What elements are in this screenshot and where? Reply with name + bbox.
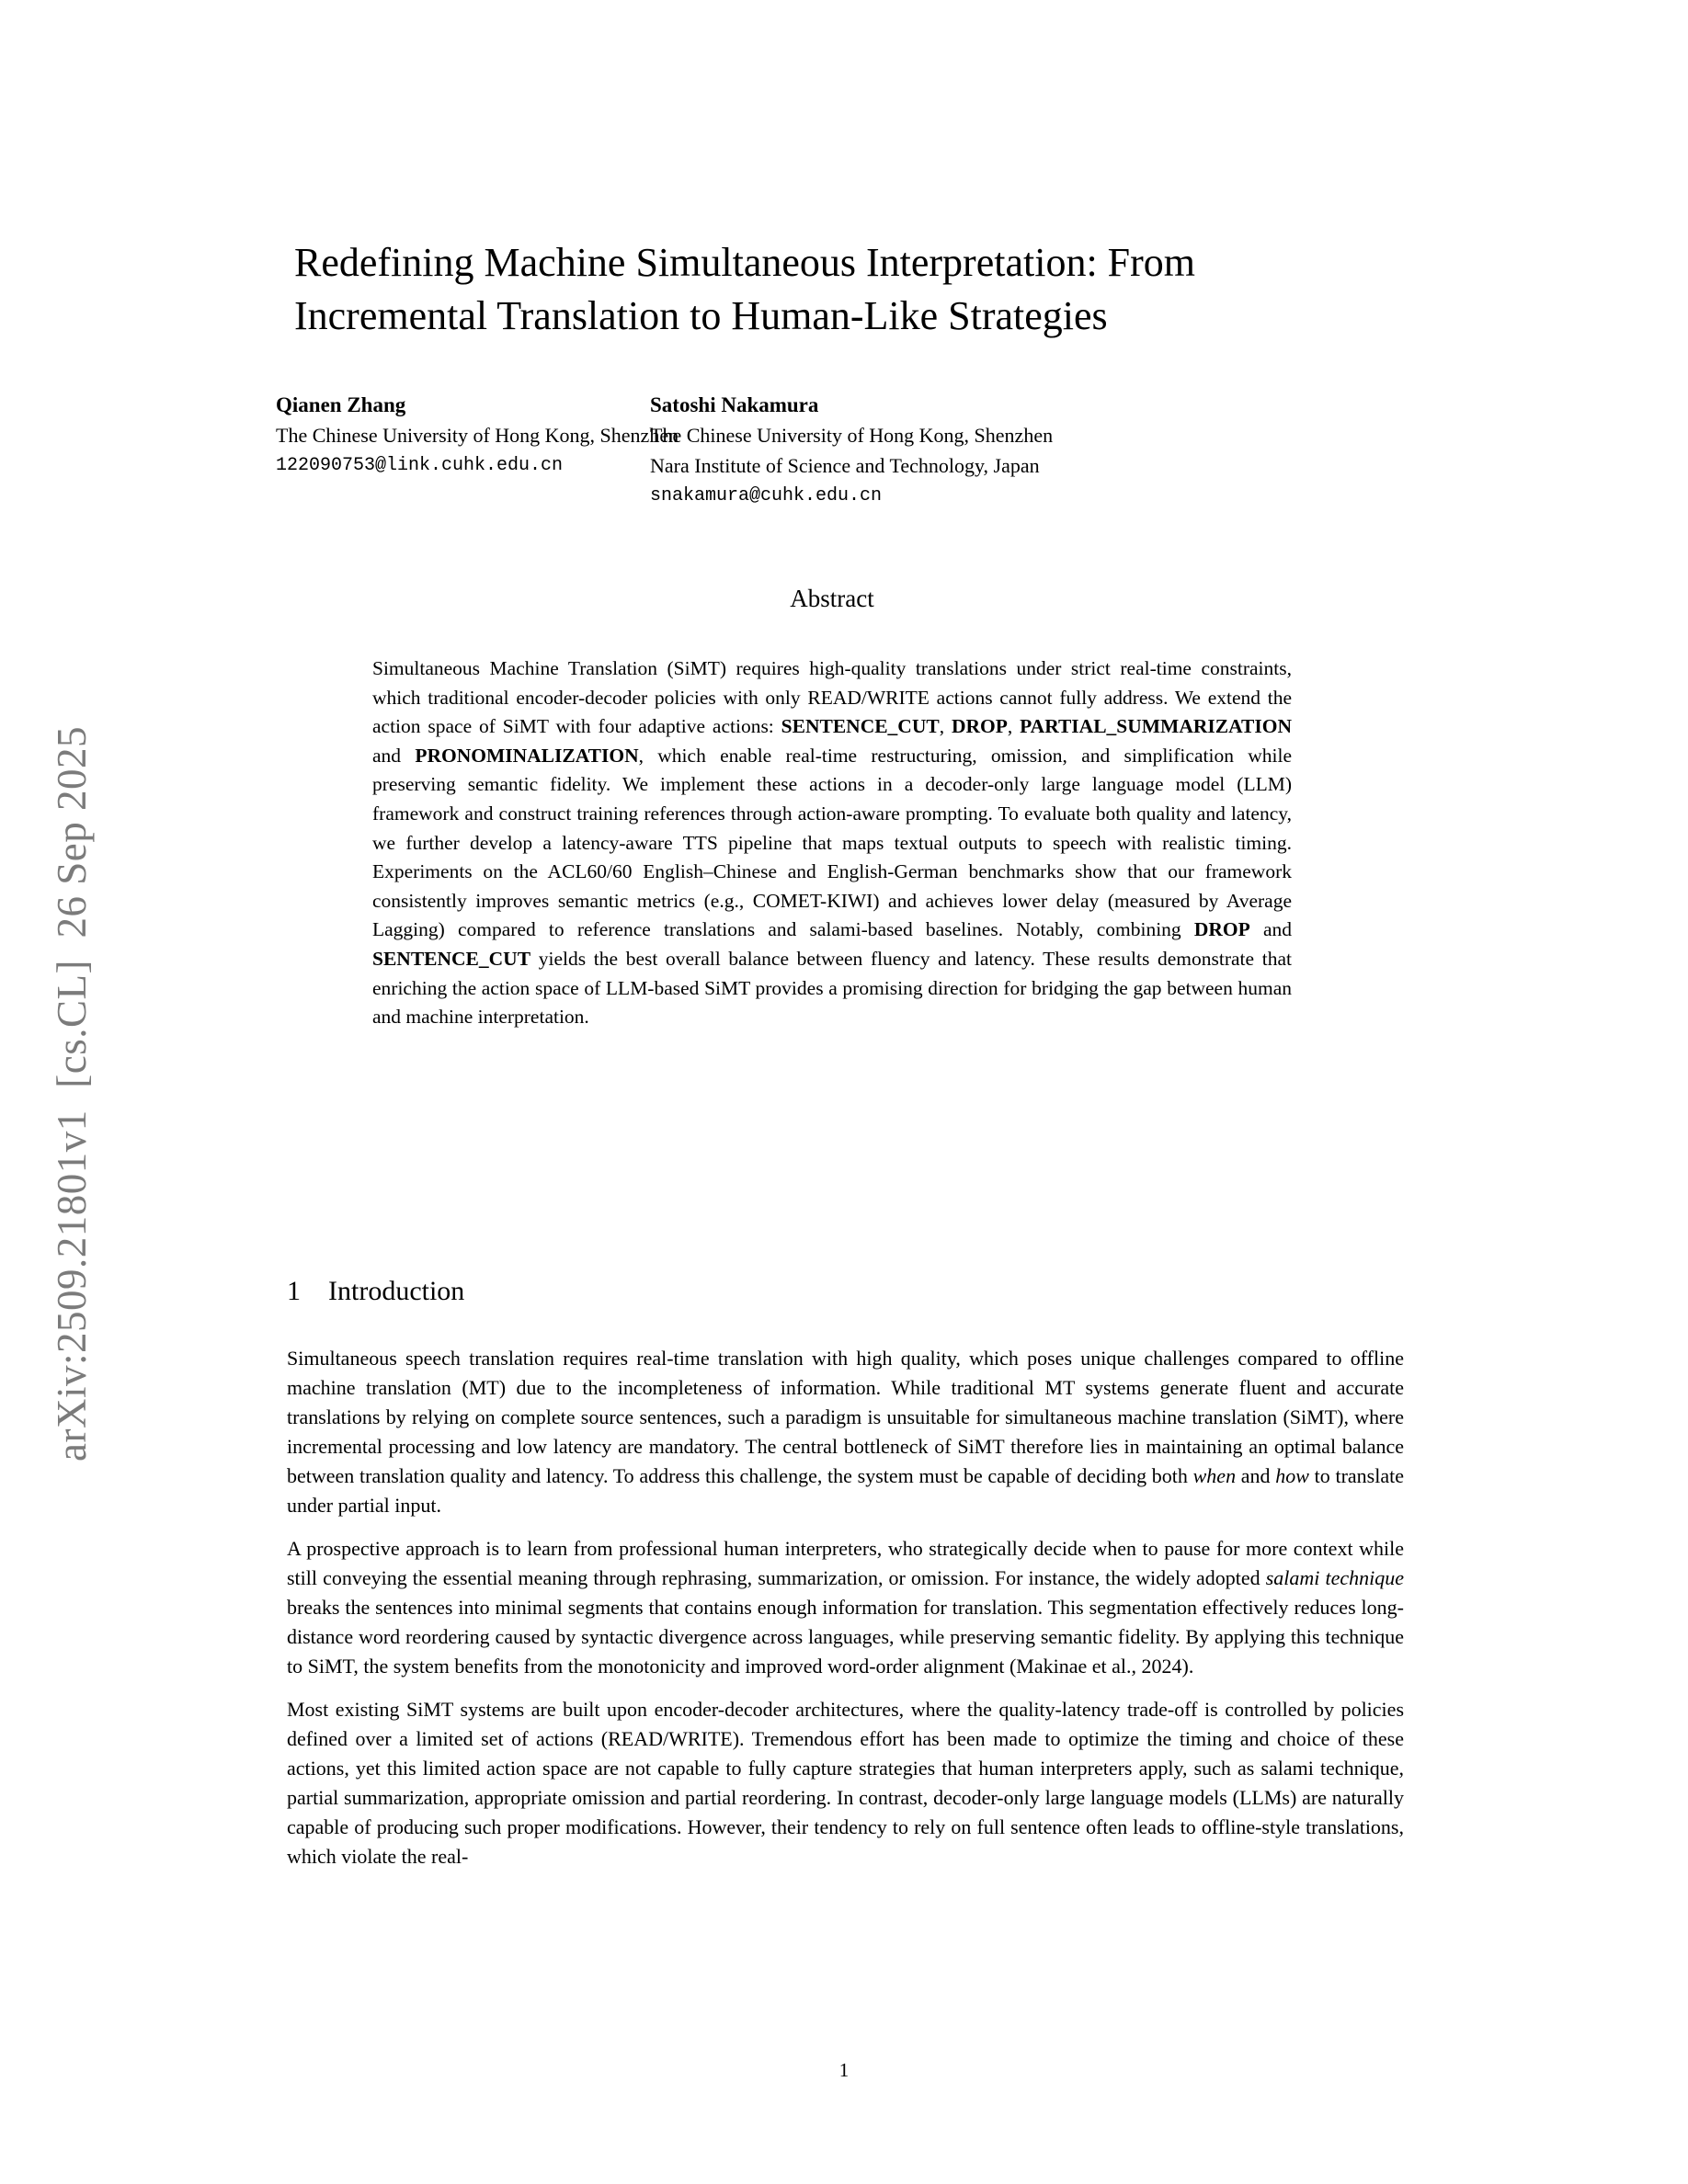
- arxiv-watermark: arXiv:2509.21801v1 [cs.CL] 26 Sep 2025: [49, 726, 95, 1462]
- author-name: Satoshi Nakamura: [650, 393, 819, 416]
- section-title: Introduction: [328, 1276, 465, 1306]
- author-block-1: [276, 390, 679, 481]
- paper-title: [294, 236, 1443, 343]
- section-heading: [287, 1276, 464, 1307]
- section-number: 1: [287, 1276, 301, 1306]
- abstract-text: Simultaneous Machine Translation (SiMT) requires high-quality translations under strict real-time constraints, which traditional encoder-decoder policies with only READ/WRITE actions cannot fully address. We extend the action space of SiMT with four adaptive actions: SENTENCE_CUT, DROP, PARTIAL_SUMMARIZATION and PRONOMINALIZATION, which enable real-time restructuring, omission, and simplification while preserving semantic fidelity. We implement these actions in a decoder-only large language model (LLM) framework and construct training references through action-aware prompting. To evaluate both quality and latency, we further develop a latency-aware TTS pipeline that maps textual outputs to speech with realistic timing. Experiments on the ACL60/60 English–Chinese and English-German benchmarks show that our framework consistently improves semantic metrics (e.g., COMET-KIWI) and achieves lower delay (measured by Average Lagging) compared to reference translations and salami-based baselines. Notably, combining DROP and SENTENCE_CUT yields the best overall balance between fluency and latency. These results demonstrate that enriching the action space of LLM-based SiMT provides a promising direction for bridging the gap between human and machine interpretation.: [372, 657, 1293, 1029]
- introduction-body: [287, 1344, 1404, 1885]
- paper-title-line-1: Redefining Machine Simultaneous Interpretation: From: [294, 240, 1196, 286]
- paragraph: Most existing SiMT systems are built upon encoder-decoder architectures, where the quality-latency trade-off is controlled by policies defined over a limited set of actions (READ/WRITE). Tremendous effort has been made to optimize the timing and choice of these actions, yet this limited action space are not capable to fully capture strategies that human interpreters apply, such as salami technique, partial summarization, appropriate omission and partial reordering. In contrast, decoder-only large language models (LLMs) are naturally capable of producing such proper modifications. However, their tendency to rely on full sentence often leads to offline-style translations, which violate the real-: [287, 1698, 1404, 1868]
- page-number: 1: [838, 2059, 850, 2081]
- abstract-heading: Abstract: [790, 585, 874, 612]
- author-affiliation: Nara Institute of Science and Technology, Japan: [650, 454, 1040, 477]
- author-email: 122090753@link.cuhk.edu.cn: [276, 455, 564, 476]
- author-name: Qianen Zhang: [276, 393, 406, 416]
- author-email: snakamura@cuhk.edu.cn: [650, 485, 883, 506]
- author-affiliation: The Chinese University of Hong Kong, Shenzhen: [276, 424, 679, 447]
- author-block-2: [650, 390, 1053, 511]
- author-affiliation: The Chinese University of Hong Kong, Shenzhen: [650, 424, 1054, 447]
- paper-title-line-2: Incremental Translation to Human-Like Strategies: [294, 293, 1108, 339]
- paragraph: Simultaneous speech translation requires real-time translation with high quality, which poses unique challenges compared to offline machine translation (MT) due to the incompleteness of information. While traditional MT systems generate fluent and accurate translations by relying on complete source sentences, such a paradigm is unsuitable for simultaneous machine translation (SiMT), where incremental processing and low latency are mandatory. The central bottleneck of SiMT therefore lies in maintaining an optimal balance between translation quality and latency. To address this challenge, the system must be capable of deciding both when and how to translate under partial input.: [287, 1347, 1405, 1517]
- paragraph: A prospective approach is to learn from professional human interpreters, who strategically decide when to pause for more context while still conveying the essential meaning through rephrasing, summarization, or omission. For instance, the widely adopted salami technique breaks the sentences into minimal segments that contains enough information for translation. This segmentation effectively reduces long-distance word reordering caused by syntactic divergence across languages, while preserving semantic fidelity. By applying this technique to SiMT, the system benefits from the monotonicity and improved word-order alignment (Makinae et al., 2024).: [287, 1537, 1404, 1678]
